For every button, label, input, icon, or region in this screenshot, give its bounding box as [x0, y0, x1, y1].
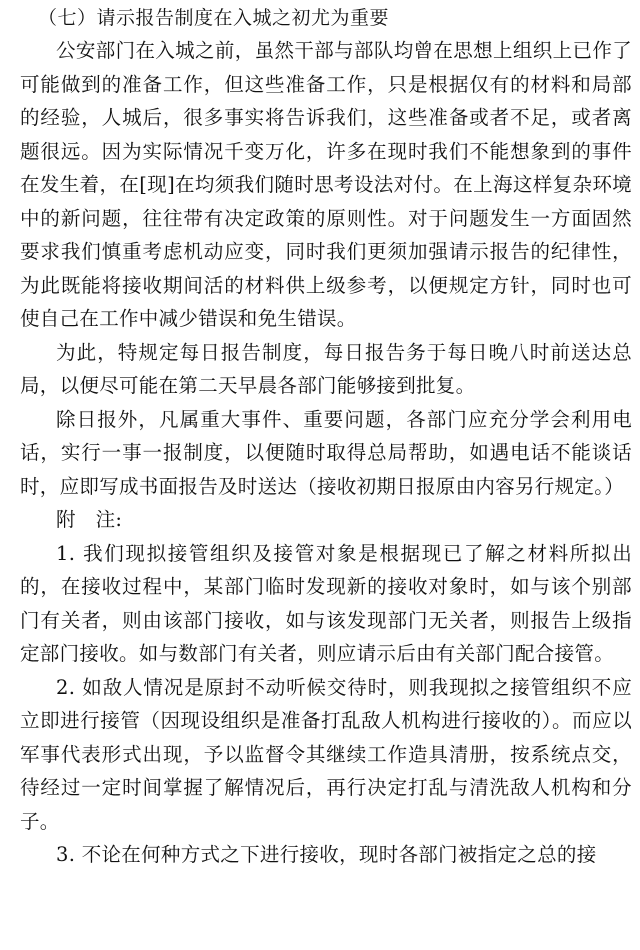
section-heading: （七）请示报告制度在入城之初尤为重要 — [38, 7, 390, 29]
note-1: 1. 我们现拟接管组织及接管对象是根据现已了解之材料所拟出的，在接收过程中，某部门临时发现新的接收对象时，如与该个别部门有关者，则由该部门接收，如与该发现部门无关者，则报告上级指定部门接收。如与数部门有关者，则应请示后由有关部门配合接管。 — [20, 541, 632, 665]
paragraph-2: 为此，特规定每日报告制度，每日报告务于每日晚八时前送达总局，以便尽可能在第二天早晨各部门能够接到批复。 — [20, 340, 632, 397]
paragraph-1: 公安部门在入城之前，虽然干部与部队均曾在思想上组织上已作了可能做到的准备工作，但这些准备工作，只是根据仅有的材料和局部的经验，人城后，很多事实将告诉我们，这些准备或者不足，或者离题很远。因为实际情况千变万化，许多在现时我们不能想象到的事件在发生着，在[现]在均须我们随时思考设法对付。在上海这样复杂环境中的新问题，往往带有决定政策的原则性。对于问题发生一方面固然要求我们慎重考虑机动应变，同时我们更须加强请示报告的纪律性，为此既能将接收期间活的材料供上级参考，以便规定方针，同时也可使自己在工作中减少错误和免生错误。 — [20, 39, 632, 330]
note-2: 2. 如敌人情况是原封不动听候交待时，则我现拟之接管组织不应立即进行接管（因现设组织是准备打乱敌人机构进行接收的）。而应以军事代表形式出现，予以监督令其继续工作造具清册，按系统点交，待经过一定时间掌握了解情况后，再行决定打乱与清洗敌人机构和分子。 — [20, 675, 632, 833]
note-label: 附 注: — [56, 508, 123, 531]
note-3: 3. 不论在何种方式之下进行接收，现时各部门被指定之总的接 — [56, 843, 597, 866]
paragraph-3: 除日报外，凡属重大事件、重要问题，各部门应充分学会利用电话，实行一事一报制度，以便随时取得总局帮助，如遇电话不能谈话时，应即写成书面报告及时送达（接收初期日报原由内容另行规定。） — [20, 407, 632, 498]
